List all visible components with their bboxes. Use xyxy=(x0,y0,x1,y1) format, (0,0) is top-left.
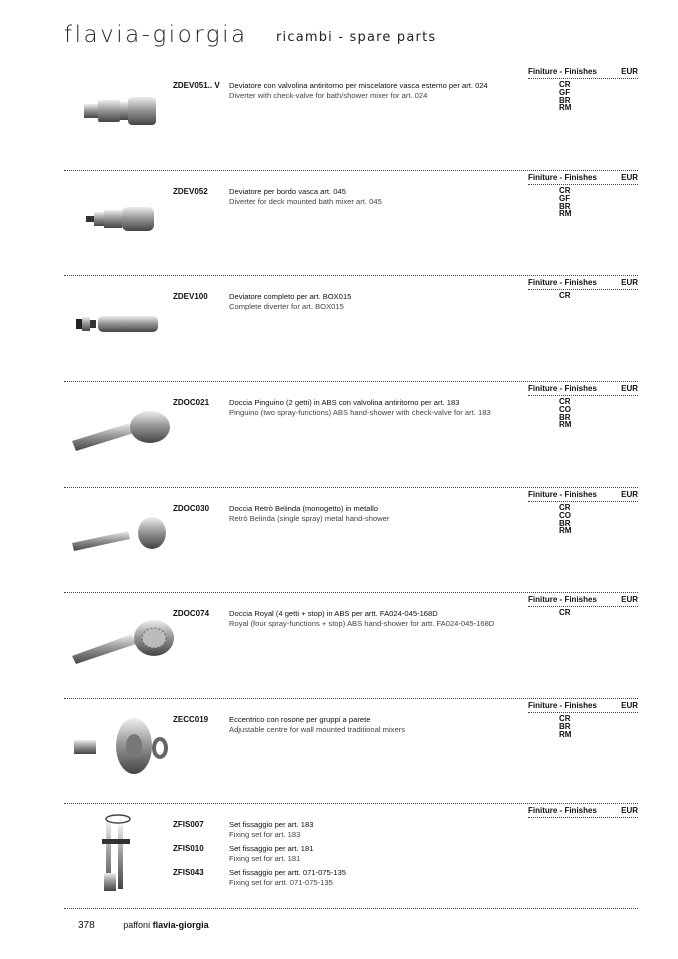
eccentric-rosette-icon xyxy=(72,716,172,778)
description-en: Fixing set for art. 181 xyxy=(229,853,301,863)
finish-code: CR xyxy=(559,80,571,89)
footer-brand: flavia-giorgia xyxy=(152,920,209,930)
finish-code: CO xyxy=(559,510,571,520)
finishes-header: Finiture - Finishes EUR xyxy=(528,278,638,290)
product-description xyxy=(229,609,494,628)
section-divider xyxy=(64,803,638,804)
product-description xyxy=(229,398,491,417)
product-section xyxy=(64,64,638,170)
description-it: Eccentrico con rosone per gruppi a parete xyxy=(229,715,371,724)
description-it: Deviatore per bordo vasca art. 045 xyxy=(229,187,346,196)
finishes-list xyxy=(559,398,571,429)
finish-code: RM xyxy=(559,103,572,113)
finishes-header: Finiture - Finishes EUR xyxy=(528,384,638,396)
section-divider xyxy=(64,275,638,276)
footer-brand-small: paffoni xyxy=(123,920,151,930)
finish-code: BR xyxy=(559,412,571,422)
retro-hand-shower-icon xyxy=(68,513,172,557)
finish-code: CR xyxy=(559,291,571,300)
finish-code: CO xyxy=(559,404,571,414)
finish-code: CR xyxy=(559,503,571,512)
product-section xyxy=(64,803,638,909)
product-code: ZDOC074 xyxy=(173,609,210,618)
product-description xyxy=(229,715,405,734)
page-subtitle: ricambi - spare parts xyxy=(276,30,437,45)
finish-code: BR xyxy=(559,95,571,105)
product-section xyxy=(64,275,638,381)
finish-code: CR xyxy=(559,397,571,406)
product-description xyxy=(229,820,313,839)
product-code: ZDOC030 xyxy=(173,504,210,513)
product-section xyxy=(64,170,638,276)
finishes-list xyxy=(559,187,571,218)
product-description xyxy=(229,504,389,523)
product-description xyxy=(229,81,488,100)
product-code: ZDEV100 xyxy=(173,292,208,301)
finishes-list xyxy=(559,715,571,738)
description-it: Doccia Royal (4 getti + stop) in ABS per artt. FA024-045-168D xyxy=(229,609,438,618)
description-en: Diverter for deck mounted bath mixer art. 045 xyxy=(229,196,382,206)
product-code: ZFIS010 xyxy=(173,844,204,853)
description-it: Set fissaggio per art. 183 xyxy=(229,820,314,829)
description-en: Retrò Belinda (single spray) metal hand-shower xyxy=(229,513,390,523)
description-en: Royal (four spray-functions + stop) ABS hand-shower for artt. FA024-045-168D xyxy=(229,618,495,628)
product-description xyxy=(229,868,346,887)
finish-code: CR xyxy=(559,608,571,617)
deck-diverter-icon xyxy=(84,204,158,234)
product-section xyxy=(64,487,638,593)
product-code: ZFIS007 xyxy=(173,820,204,829)
product-section xyxy=(64,381,638,487)
finish-code: RM xyxy=(559,526,572,536)
royal-hand-shower-icon xyxy=(68,616,176,666)
finishes-header: Finiture - Finishes EUR xyxy=(528,701,638,713)
complete-diverter-icon xyxy=(74,313,160,335)
finishes-list xyxy=(559,609,571,617)
finishes-header: Finiture - Finishes EUR xyxy=(528,490,638,502)
page-header xyxy=(64,22,248,48)
product-description xyxy=(229,844,313,863)
section-divider xyxy=(64,698,638,699)
finish-code: GF xyxy=(559,87,571,97)
product-section xyxy=(64,592,638,698)
product-code: ZDOC021 xyxy=(173,398,210,407)
section-divider xyxy=(64,487,638,488)
finishes-header: Finiture - Finishes EUR xyxy=(528,67,638,79)
product-code: ZDEV052 xyxy=(173,187,208,196)
product-code: ZFIS043 xyxy=(173,868,204,877)
product-code: ZECC019 xyxy=(173,715,209,724)
description-it: Set fissaggio per art. 181 xyxy=(229,844,314,853)
finish-code: RM xyxy=(559,209,572,219)
finishes-list xyxy=(559,81,571,112)
finishes-header: Finiture - Finishes EUR xyxy=(528,806,638,818)
description-it: Set fissaggio per artt. 071-075-135 xyxy=(229,868,346,877)
description-it: Doccia Pinguino (2 getti) in ABS con valvolina antiritorno per art. 183 xyxy=(229,398,460,407)
finish-code: BR xyxy=(559,518,571,528)
finish-code: RM xyxy=(559,420,572,430)
description-it: Deviatore con valvolina antiritorno per miscelatore vasca esterno per art. 024 xyxy=(229,81,488,90)
section-divider xyxy=(64,592,638,593)
description-en: Fixing set for art. 183 xyxy=(229,829,301,839)
finish-code: BR xyxy=(559,201,571,211)
diverter-cartridge-icon xyxy=(82,94,160,128)
finish-code: BR xyxy=(559,721,571,731)
product-code: ZDEV051.. V xyxy=(173,81,220,90)
page-number: 378 xyxy=(78,920,95,931)
finish-code: GF xyxy=(559,193,571,203)
finish-code: RM xyxy=(559,729,572,739)
product-section xyxy=(64,698,638,804)
finishes-header: Finiture - Finishes EUR xyxy=(528,173,638,185)
finishes-list xyxy=(559,504,571,535)
finish-code: CR xyxy=(559,186,571,195)
description-en: Fixing set for artt. 071-075-135 xyxy=(229,877,333,887)
hand-shower-icon xyxy=(68,405,172,455)
finishes-header: Finiture - Finishes EUR xyxy=(528,595,638,607)
section-divider xyxy=(64,381,638,382)
description-en: Pinguino (two spray-functions) ABS hand-shower with check-valve for art. 183 xyxy=(229,407,491,417)
footer-divider xyxy=(64,908,638,909)
section-divider xyxy=(64,170,638,171)
finish-code: CR xyxy=(559,714,571,723)
description-it: Deviatore completo per art. BOX015 xyxy=(229,292,352,301)
finishes-list xyxy=(559,292,571,300)
footer-row xyxy=(78,920,209,931)
description-en: Complete diverter for art. BOX015 xyxy=(229,301,344,311)
fixing-set-icon xyxy=(98,811,138,897)
description-en: Adjustable centre for wall mounted traditional mixers xyxy=(229,724,406,734)
brand-title: flavia-giorgia xyxy=(64,22,248,48)
description-en: Diverter with check-valve for bath/shower mixer for art. 024 xyxy=(229,90,428,100)
description-it: Doccia Retrò Belinda (monogetto) in metallo xyxy=(229,504,378,513)
product-description xyxy=(229,292,351,311)
product-description xyxy=(229,187,382,206)
